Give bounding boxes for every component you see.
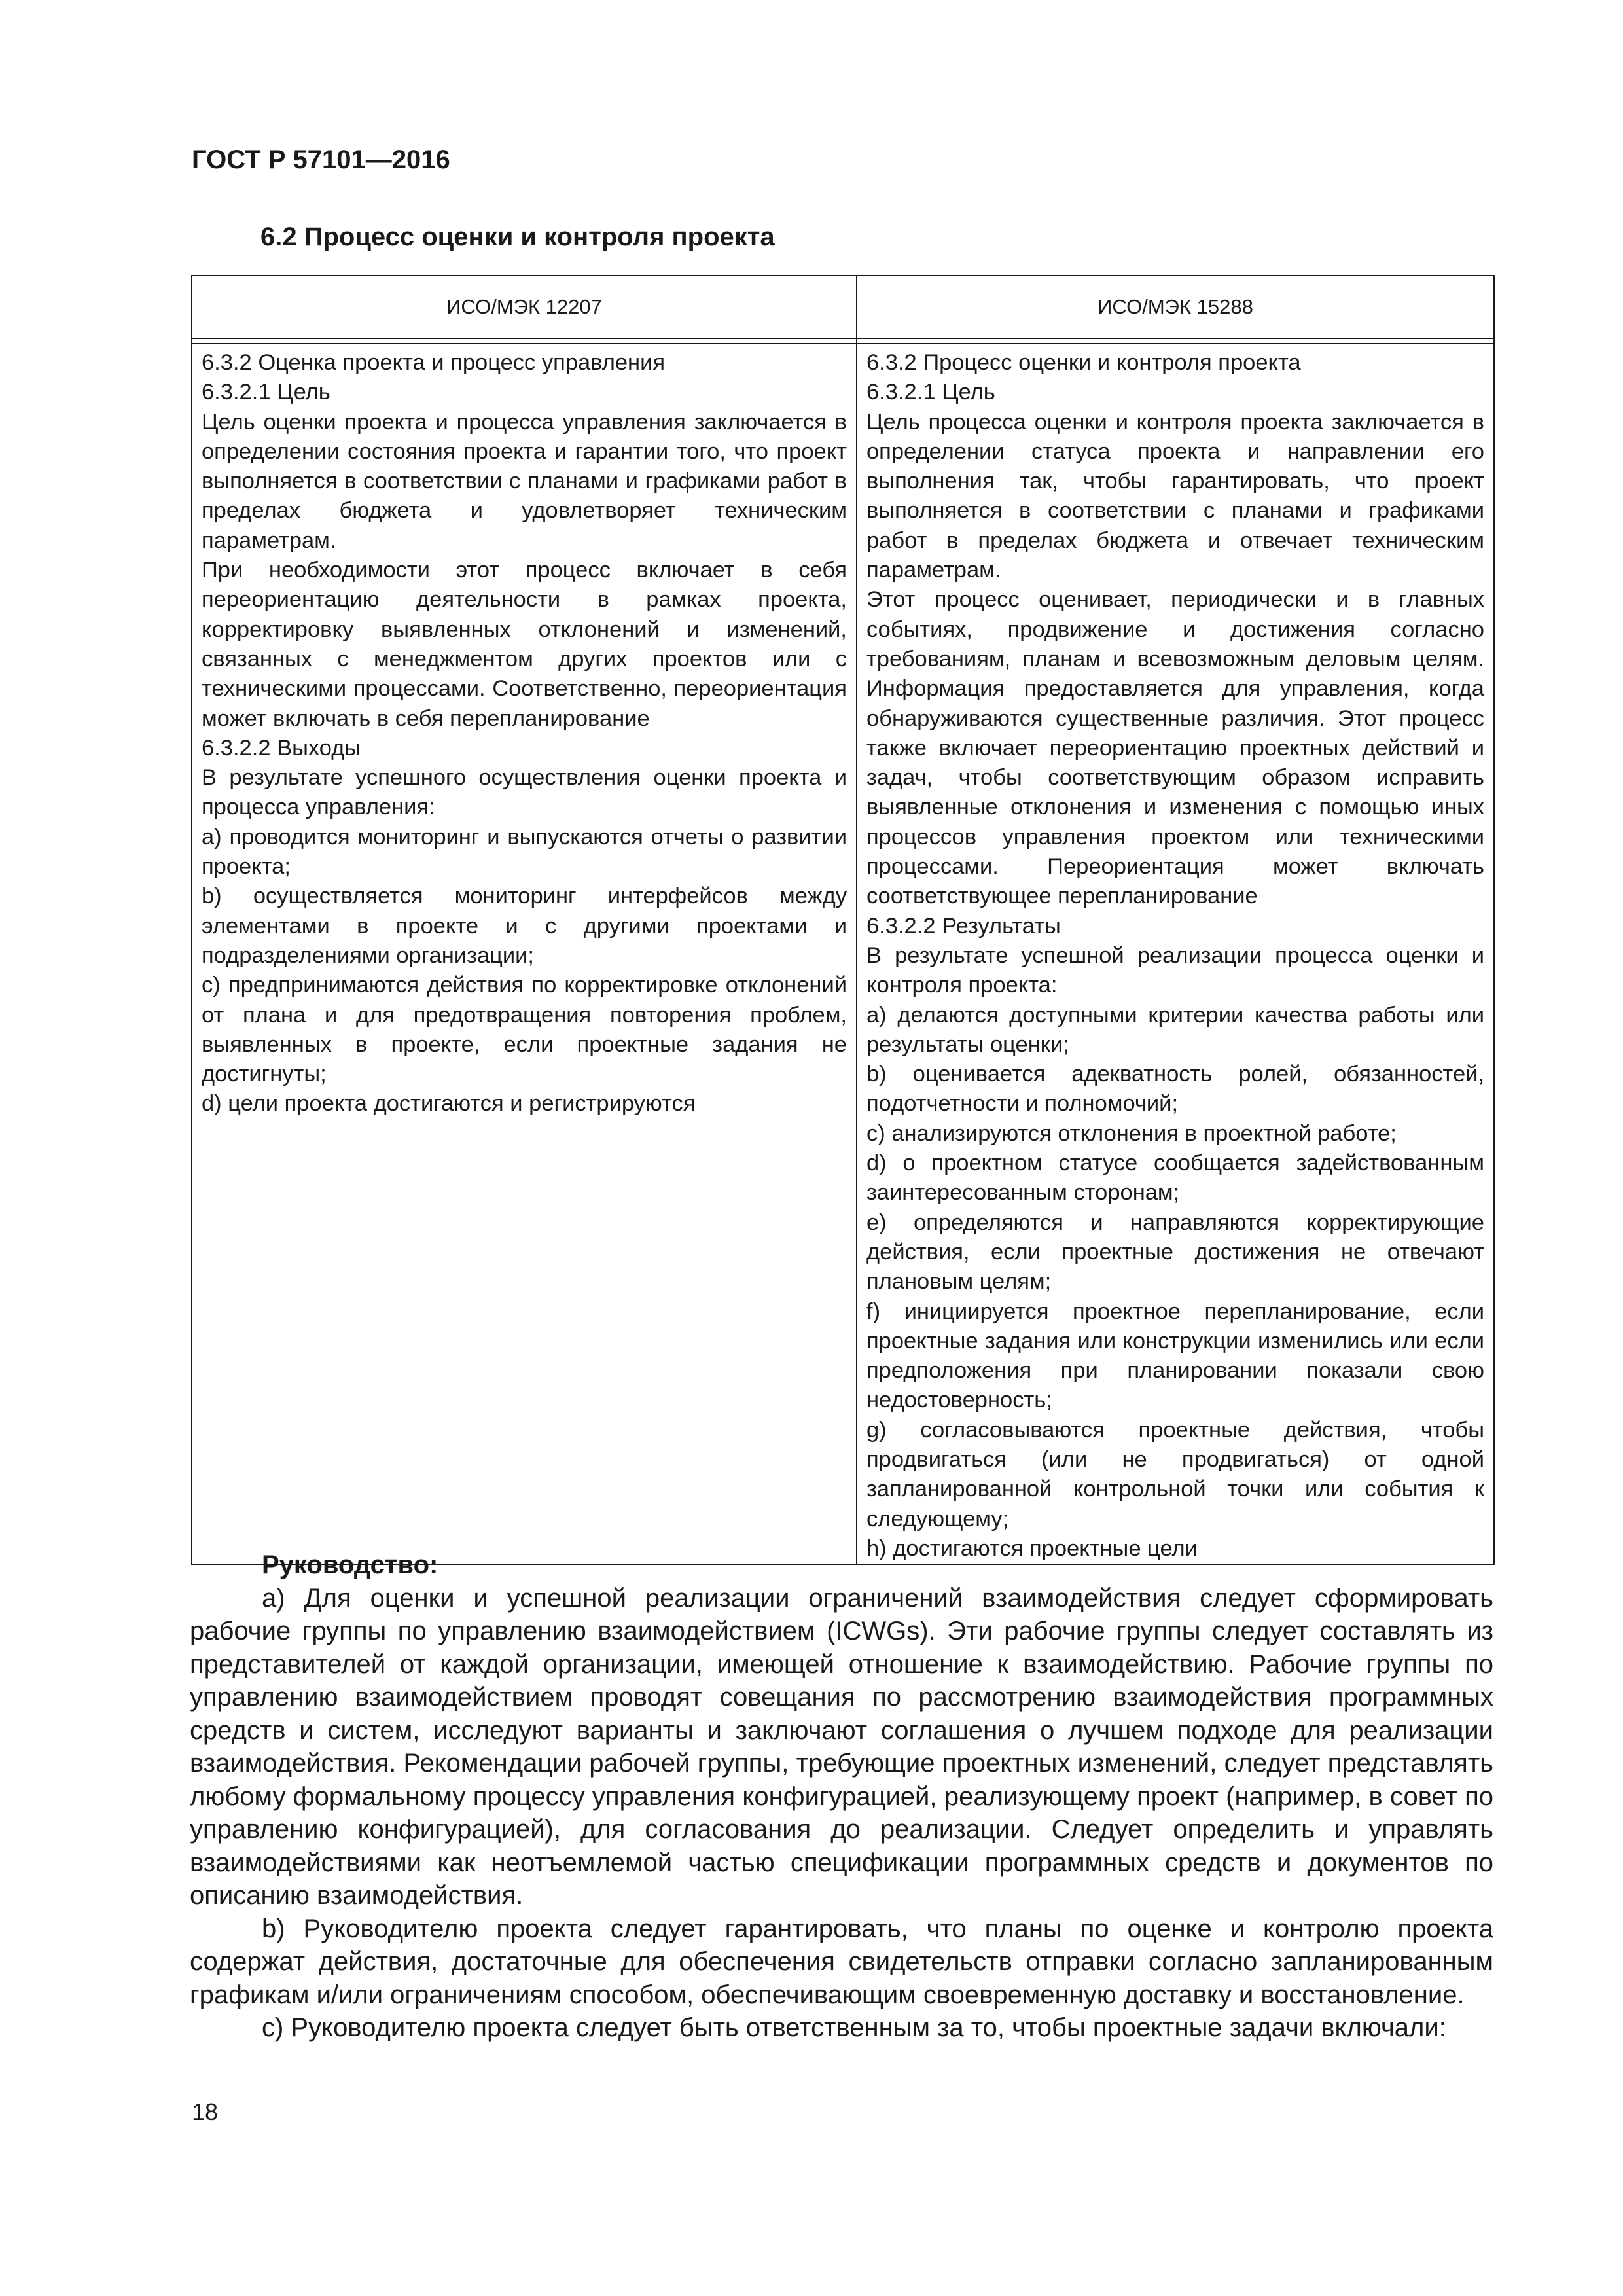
table-paragraph: В результате успешной реализации процесса оценки и контроля проекта: (866, 942, 1484, 998)
table-paragraph: c) предпринимаются действия по корректировке отклонений от плана и для предотвращения повторения проблем, выявленных в проекте, если проектные задания не достигнуты; (202, 973, 847, 1087)
table-paragraph: а) проводится мониторинг и выпускаются отчеты о развитии проекта; (202, 824, 847, 880)
table-paragraph: d) о проектном статусе сообщается задействованным заинтересованным сторонам; (866, 1151, 1484, 1206)
table-paragraph: d) цели проекта достигаются и регистрируются (202, 1091, 696, 1117)
table-paragraph: f) инициируется проектное перепланирование, если проектные задания или конструкции изменились или если предположения при планировании показали свою недостоверность; (866, 1299, 1484, 1413)
iso-15288-cell (857, 344, 1494, 1564)
table-paragraph: 6.3.2.2 Результаты (866, 913, 1061, 939)
iso-12207-cell (192, 344, 857, 1564)
table-paragraph: а) делаются доступными критерии качества работы или результаты оценки; (866, 1002, 1484, 1057)
column-header-iso-15288: ИСО/МЭК 15288 (857, 276, 1494, 338)
table-paragraph: Цель оценки проекта и процесса управления заключается в определении состояния проекта и гарантии того, что проект выполняется в соответствии с планами и графиками работ в пределах бюджета и удовлетворяет техническим параметрам. (202, 409, 847, 553)
table-paragraph: e) определяются и направляются корректирующие действия, если проектные достижения не отвечают плановым целям; (866, 1210, 1484, 1295)
table-paragraph: Цель процесса оценки и контроля проекта заключается в определении статуса проекта и направлении его выполнения так, чтобы гарантировать, что проект выполняется в соответствии с планами и графиками работ в пределах бюджета и отвечает техническим параметрам. (866, 409, 1484, 583)
standard-code: ГОСТ Р 57101—2016 (192, 145, 450, 174)
table-paragraph: В результате успешного осуществления оценки проекта и процесса управления: (202, 765, 847, 820)
table-paragraph: 6.3.2.1 Цель (202, 380, 330, 405)
table-paragraph: При необходимости этот процесс включает в себя переориентацию деятельности в рамках проекта, корректировку выявленных отклонений и изменений, связанных с менеджментом других проектов или с техническими процессами. Соответственно, переориентация может включать в себя перепланирование (202, 558, 847, 731)
table-paragraph: Этот процесс оценивает, периодически и в главных событиях, продвижение и достижения согласно требованиям, планам и всевозможным деловым целям. Информация предоставляется для управления, когда обнаруживаются существенные различия. Этот процесс также включает переориентацию проектных действий и задач, чтобы соответствующим образом исправить выявленные отклонения и изменения с помощью иных процессов управления проектом или техническими процессами. Переориентация может включать соответствующее перепланирование (866, 587, 1484, 909)
table-paragraph: b) оценивается адекватность ролей, обязанностей, подотчетности и полномочий; (866, 1062, 1484, 1117)
table-paragraph: c) анализируются отклонения в проектной работе; (866, 1121, 1397, 1146)
guidance-paragraph: c) Руководителю проекта следует быть ответственным за то, чтобы проектные задачи включали: (262, 2013, 1446, 2042)
table-paragraph: 6.3.2 Процесс оценки и контроля проекта (866, 350, 1301, 375)
guidance-paragraph: b) Руководителю проекта следует гарантировать, что планы по оценке и контролю проекта содержат действия, достаточные для обеспечения свидетельств отправки согласно запланированным графикам и/или ограничениям способом, обеспечивающим своевременную доставку и восстановление. (190, 1914, 1493, 2009)
column-header-iso-12207: ИСО/МЭК 12207 (192, 276, 857, 338)
table-paragraph: 6.3.2.2 Выходы (202, 735, 361, 761)
table-paragraph: h) достигаются проектные цели (866, 1535, 1198, 1561)
guidance-heading: Руководство: (262, 1551, 438, 1579)
page-number: 18 (192, 2098, 219, 2125)
table-paragraph: 6.3.2 Оценка проекта и процесс управления (202, 350, 666, 375)
guidance-section (190, 1549, 1493, 2045)
guidance-paragraph: а) Для оценки и успешной реализации ограничений взаимодействия следует сформировать рабочие группы по управлению взаимодействием (ICWGs). Эти рабочие группы следует составлять из представителей от каждой организации, имеющей отношение к взаимодействию. Рабочие группы по управлению взаимодействием проводят совещания по рассмотрению взаимодействия программных средств и систем, исследуют варианты и заключают соглашения о лучшем подходе для реализации взаимодействия. Рекомендации рабочей группы, требующие проектных изменений, следует представлять любому формальному процессу управления конфигурацией, реализующему проект (например, в совет по управлению конфигурацией), для согласования до реализации. Следует определить и управлять взаимодействиями как неотъемлемой частью спецификации программных средств и документов по описанию взаимодействия. (190, 1583, 1493, 1910)
comparison-table (191, 275, 1495, 1565)
table-paragraph: 6.3.2.1 Цель (866, 380, 995, 405)
table-paragraph: g) согласовываются проектные действия, чтобы продвигаться (или не продвигаться) от одной запланированной контрольной точки или события к следующему; (866, 1417, 1484, 1532)
table-paragraph: b) осуществляется мониторинг интерфейсов между элементами в проекте и с другими проектами и подразделениями организации; (202, 884, 847, 968)
section-title: 6.2 Процесс оценки и контроля проекта (260, 223, 775, 251)
